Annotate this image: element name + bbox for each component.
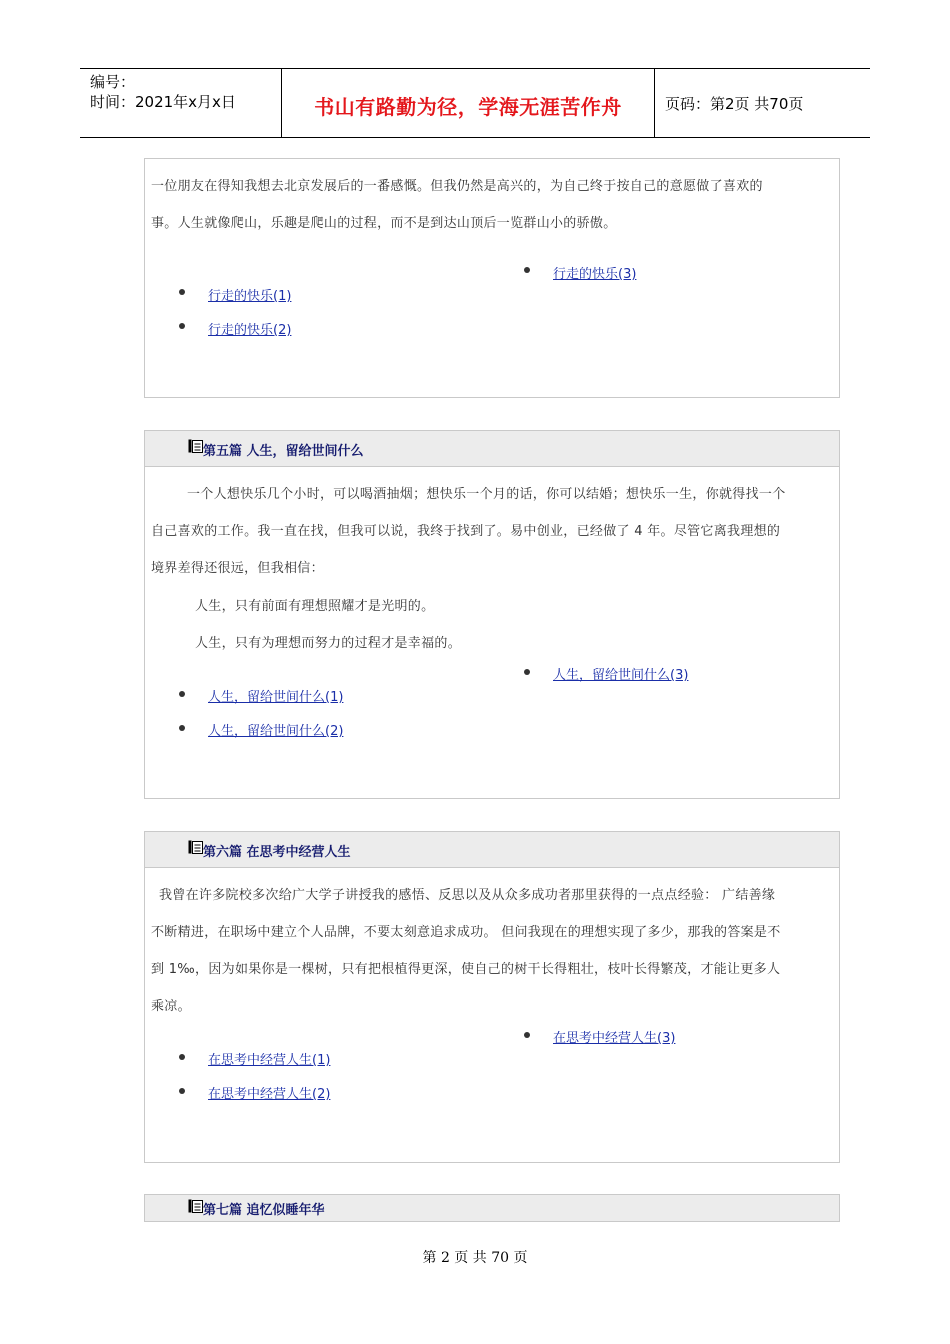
- header-page-cell: [655, 69, 870, 137]
- document-icon: [188, 439, 203, 453]
- bullet-icon: [524, 267, 530, 273]
- section-title-bar: [144, 430, 840, 467]
- related-link[interactable]: 在思考中经营人生(3): [553, 1031, 676, 1046]
- document-icon: [188, 840, 203, 854]
- related-link[interactable]: 在思考中经营人生(2): [208, 1087, 331, 1102]
- paragraph-line: 不断精进，在职场中建立个人品牌，不要太刻意追求成功。 但问我现在的理想实现了多少，那我的答案是不: [151, 925, 781, 940]
- related-link[interactable]: 行走的快乐(1): [208, 289, 292, 304]
- related-link[interactable]: 行走的快乐(3): [553, 267, 637, 282]
- bullet-icon: [179, 323, 185, 329]
- related-link[interactable]: 在思考中经营人生(1): [208, 1053, 331, 1068]
- section-title: 第七篇 追忆似睡年华: [203, 1203, 325, 1218]
- paragraph-line: 一个人想快乐几个小时，可以喝酒抽烟；想快乐一个月的话，你可以结婚；想快乐一生，你就得找一个: [187, 487, 786, 502]
- page-info: 页码：第2页 共70页: [665, 95, 804, 113]
- paragraph-line: 人生，只有为理想而努力的过程才是幸福的。: [195, 636, 462, 651]
- article-box-life: [144, 466, 840, 799]
- bullet-icon: [179, 1088, 185, 1094]
- paragraph-line: 事。人生就像爬山，乐趣是爬山的过程，而不是到达山顶后一览群山小的骄傲。: [151, 216, 617, 231]
- related-link[interactable]: 人生，留给世间什么(3): [553, 668, 689, 683]
- bullet-icon: [179, 725, 185, 731]
- paragraph-line: 一位朋友在得知我想去北京发展后的一番感慨。但我仍然是高兴的，为自己终于按自己的意愿做了喜欢的: [151, 179, 763, 194]
- bullet-icon: [524, 669, 530, 675]
- motto: 书山有路勤为径，学海无涯苦作舟: [314, 95, 622, 119]
- paragraph-line: 人生，只有前面有理想照耀才是光明的。: [195, 599, 435, 614]
- article-box-thinking: [144, 867, 840, 1163]
- section-title-bar: [144, 1194, 840, 1222]
- bullet-icon: [524, 1032, 530, 1038]
- bullet-icon: [179, 691, 185, 697]
- code-label: 编号：: [90, 73, 136, 91]
- section-title-bar: [144, 831, 840, 868]
- paragraph-line: 我曾在许多院校多次给广大学子讲授我的感悟、反思以及从众多成功者那里获得的一点点经验： 广结善缘: [159, 888, 776, 903]
- paragraph-line: 到 1‰，因为如果你是一棵树，只有把根植得更深，使自己的树干长得粗壮，枝叶长得繁茂，才能让更多人: [151, 962, 781, 977]
- bullet-icon: [179, 1054, 185, 1060]
- section-title: 第五篇 人生，留给世间什么: [203, 444, 364, 459]
- page-footer: 第 2 页 共 70 页: [422, 1250, 528, 1266]
- time-label: 时间：2021年x月x日: [90, 93, 236, 111]
- related-link[interactable]: 人生，留给世间什么(1): [208, 690, 344, 705]
- document-icon: [188, 1199, 203, 1213]
- document-header: [80, 68, 870, 138]
- header-motto-cell: [282, 69, 655, 137]
- header-meta-cell: [80, 69, 282, 137]
- section-title: 第六篇 在思考中经营人生: [203, 845, 351, 860]
- bullet-icon: [179, 289, 185, 295]
- paragraph-line: 自己喜欢的工作。我一直在找，但我可以说，我终于找到了。易中创业，已经做了 4 年。尽管它离我理想的: [151, 524, 781, 539]
- paragraph-line: 境界差得还很远，但我相信：: [151, 561, 324, 576]
- article-box-walking: [144, 158, 840, 398]
- related-link[interactable]: 人生，留给世间什么(2): [208, 724, 344, 739]
- paragraph-line: 乘凉。: [151, 999, 191, 1014]
- related-link[interactable]: 行走的快乐(2): [208, 323, 292, 338]
